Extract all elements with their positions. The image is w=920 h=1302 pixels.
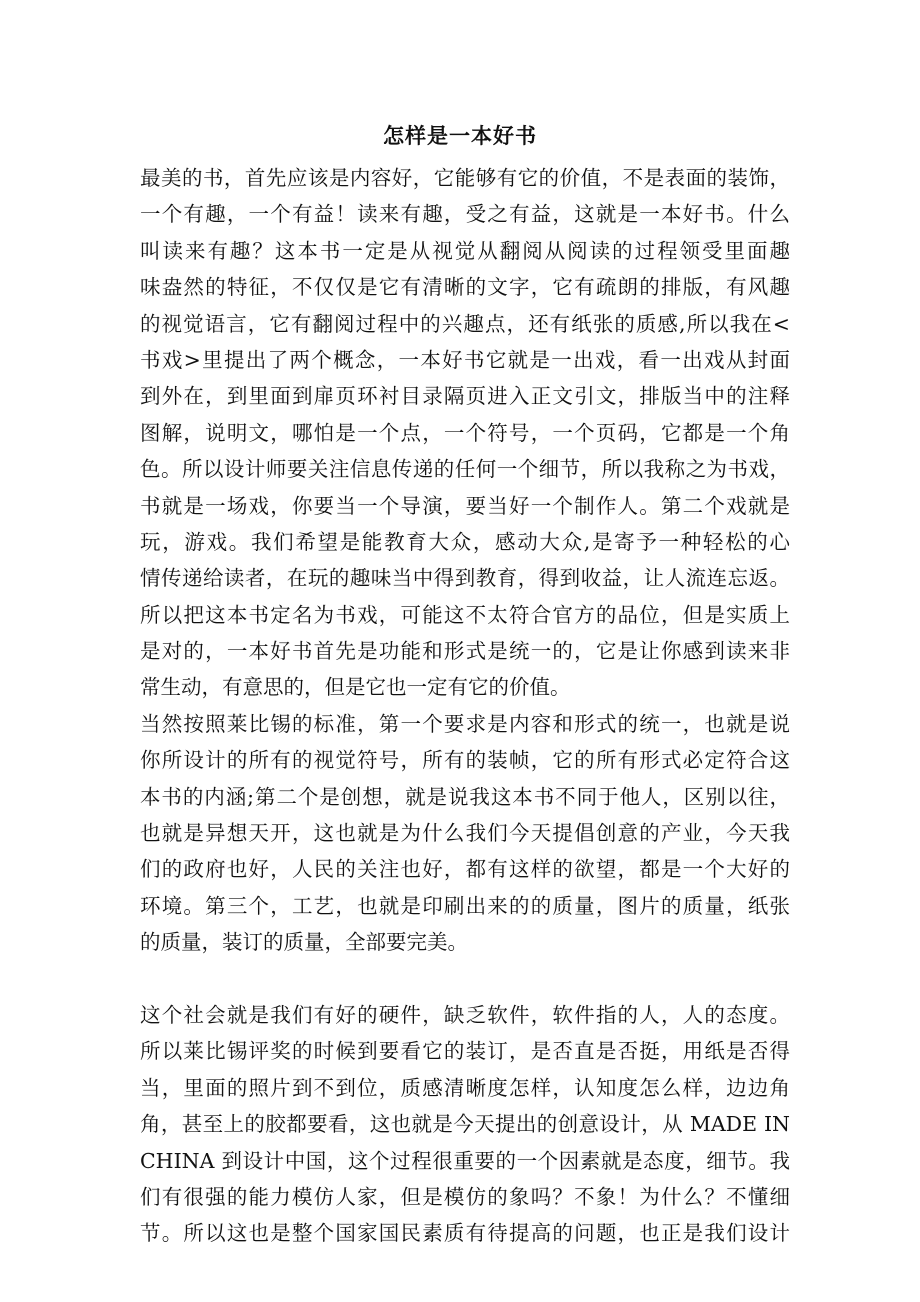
text-line: 所以莱比锡评奖的时候到要看它的装订，是否直是否挺，用纸是否得 [140, 1039, 790, 1064]
text-line: 所以把这本书定名为书戏，可能这不太符合官方的品位，但是实质上 [140, 602, 790, 627]
paragraph-spacer [140, 961, 790, 997]
text-line: 的质量，装订的质量，全部要完美。 [140, 930, 468, 955]
paragraph-3 [140, 997, 790, 1252]
text-line: 的视觉语言，它有翻阅过程中的兴趣点，还有纸张的质感,所以我在< [140, 311, 790, 336]
paragraph-2 [140, 706, 790, 961]
text-line: 味盎然的特征，不仅仅是它有清晰的文字，它有疏朗的排版，有风趣 [140, 275, 790, 300]
text-line: 你所设计的所有的视觉符号，所有的装帧，它的所有形式必定符合这 [140, 748, 790, 773]
text-line: 书就是一场戏，你要当一个导演，要当好一个制作人。第二个戏就是 [140, 493, 790, 518]
text-line: 环境。第三个，工艺，也就是印刷出来的的质量，图片的质量，纸张 [140, 893, 790, 918]
text-line: 常生动，有意思的，但是它也一定有它的价值。 [140, 675, 571, 700]
text-line: 这个社会就是我们有好的硬件，缺乏软件，软件指的人，人的态度。 [140, 1002, 790, 1027]
text-line: 们的政府也好，人民的关注也好，都有这样的欲望，都是一个大好的 [140, 857, 790, 882]
document-body [140, 160, 790, 1252]
text-line: 角，甚至上的胶都要看，这也就是今天提出的创意设计，从 MADE IN [140, 1112, 790, 1137]
text-line: 当然按照莱比锡的标准，第一个要求是内容和形式的统一，也就是说 [140, 711, 790, 736]
text-line: CHINA 到设计中国，这个过程很重要的一个因素就是态度，细节。我 [140, 1148, 790, 1173]
paragraph-1 [140, 160, 790, 706]
text-line: 书戏>里提出了两个概念，一本好书它就是一出戏，看一出戏从封面 [140, 347, 790, 372]
text-line: 叫读来有趣？这本书一定是从视觉从翻阅从阅读的过程领受里面趣 [140, 238, 790, 263]
text-line: 是对的，一本好书首先是功能和形式是统一的，它是让你感到读来非 [140, 639, 790, 664]
text-line: 最美的书，首先应该是内容好，它能够有它的价值，不是表面的装饰， [140, 166, 790, 190]
text-line: 节。所以这也是整个国家国民素质有待提高的问题，也正是我们设计 [140, 1221, 790, 1246]
text-line: 们有很强的能力模仿人家，但是模仿的象吗？不象！为什么？不懂细 [140, 1184, 790, 1209]
text-line: 当，里面的照片到不到位，质感清晰度怎样，认知度怎么样，边边角 [140, 1075, 790, 1100]
text-line: 到外在，到里面到扉页环衬目录隔页进入正文引文，排版当中的注释 [140, 384, 790, 409]
text-line: 色。所以设计师要关注信息传递的任何一个细节，所以我称之为书戏， [140, 457, 790, 482]
text-line: 一个有趣，一个有益！读来有趣，受之有益，这就是一本好书。什么 [140, 202, 790, 227]
text-line: 玩，游戏。我们希望是能教育大众，感动大众,是寄予一种轻松的心 [140, 529, 790, 554]
document-title: 怎样是一本好书 [383, 123, 537, 148]
text-line: 情传递给读者，在玩的趣味当中得到教育，得到收益，让人流连忘返。 [140, 566, 790, 591]
text-line: 本书的内涵;第二个是创想，就是说我这本书不同于他人，区别以往， [140, 784, 790, 809]
text-line: 也就是异想天开，这也就是为什么我们今天提倡创意的产业，今天我 [140, 821, 790, 846]
text-line: 图解，说明文，哪怕是一个点，一个符号，一个页码，它都是一个角 [140, 420, 790, 445]
